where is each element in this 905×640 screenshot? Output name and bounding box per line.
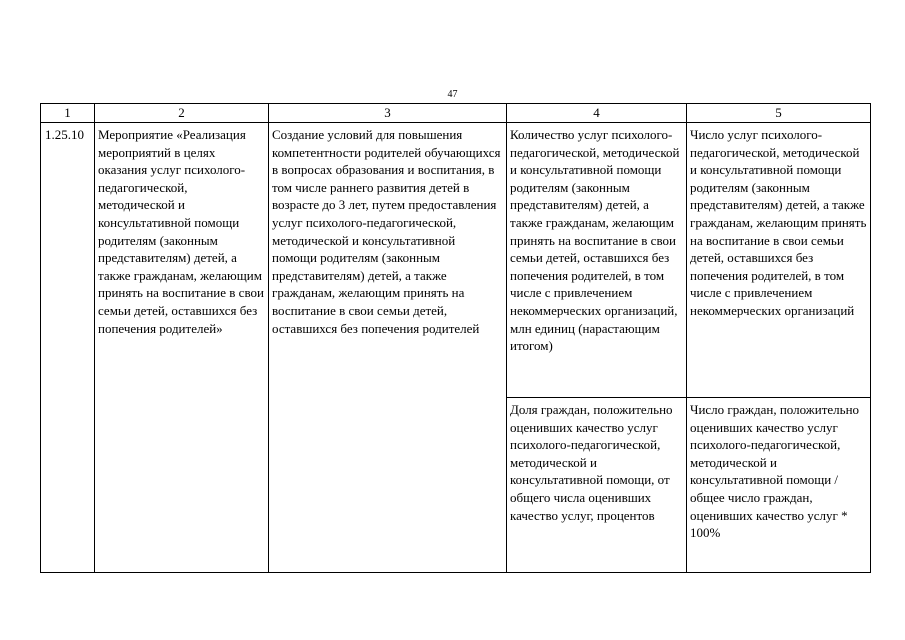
indicator-formula-cell: Число услуг психолого-педагогической, методической и консультативной помощи родителям (законным представителям) детей, а также гражданам, желающим принять на воспитание в свои семьи детей, оставшихся без попечения родителей, в том числе с привлечением некоммерческих организаций xyxy=(687,123,871,398)
column-header-1: 1 xyxy=(41,104,95,123)
indicator-name-cell: Количество услуг психолого-педагогической, методической и консультативной помощи родителям (законным представителям) детей, а также гражданам, желающим принять на воспитание в свои семьи детей, оставшихся без попечения родителей, в том числе с привлечением некоммерческих организаций, млн единиц (нарастающим итогом) xyxy=(507,123,687,398)
row-number-cell: 1.25.10 xyxy=(41,123,95,573)
column-header-3: 3 xyxy=(269,104,507,123)
table-row xyxy=(41,123,871,398)
event-goal-cell: Создание условий для повышения компетентности родителей обучающихся в вопросах образования и воспитания, в том числе раннего развития детей в возрасте до 3 лет, путем предоставления услуг психолого-педагогической, методической и консультативной помощи родителям (законным представителям) детей, а также гражданам, желающим принять на воспитание в свои семьи детей, оставшихся без попечения родителей xyxy=(269,123,507,573)
document-table xyxy=(40,103,871,573)
event-description-cell: Мероприятие «Реализация мероприятий в целях оказания услуг психолого-педагогической, методической и консультативной помощи родителям (законным представителям) детей, а также гражданам, желающим принять на воспитание в свои семьи детей, оставшихся без попечения родителей» xyxy=(95,123,269,573)
indicator-name-cell: Доля граждан, положительно оценивших качество услуг психолого-педагогической, методической и консультативной помощи, от общего числа оценивших качество услуг, процентов xyxy=(507,398,687,573)
column-header-2: 2 xyxy=(95,104,269,123)
page-number: 47 xyxy=(447,89,458,100)
column-header-5: 5 xyxy=(687,104,871,123)
column-header-4: 4 xyxy=(507,104,687,123)
table-header-row xyxy=(41,104,871,123)
indicator-formula-cell: Число граждан, положительно оценивших качество услуг психолого-педагогической, методической и консультативной помощи / общее число граждан, оценивших качество услуг * 100% xyxy=(687,398,871,573)
